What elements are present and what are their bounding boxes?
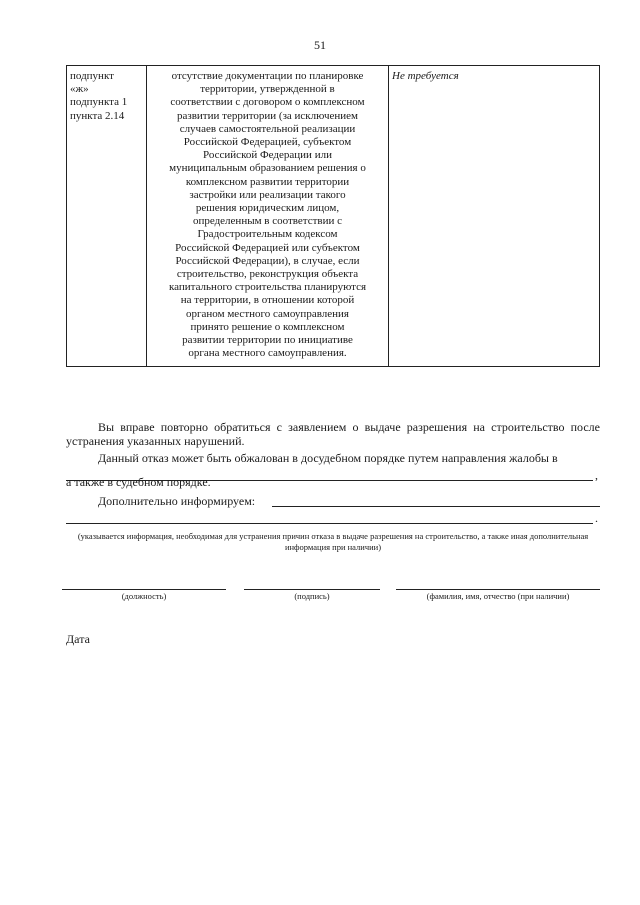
appeal-paragraph: Данный отказ может быть обжалован в досудебном порядке путем направления жалобы в xyxy=(98,451,558,465)
info-hint-caption: (указывается информация, необходимая для устранения причин отказа в выдаче разрешения на строительство, а также иная дополнительная информация при наличии) xyxy=(77,531,589,552)
signature-caption: (подпись) xyxy=(294,591,330,601)
date-label: Дата xyxy=(66,632,90,646)
additional-info-line[interactable] xyxy=(272,506,600,507)
position-line[interactable] xyxy=(62,589,226,590)
signature-line[interactable] xyxy=(244,589,380,590)
full-name-line[interactable] xyxy=(396,589,600,590)
refusal-reason-cell: отсутствие документации по планировке территории, утвержденной в соответствии с договором о комплексном развитии территории (за исключением случаев самостоятельной реализации Российской Федерацией, субъектом Российской Федерации или муниципальным образованием решения о комплексном развитии территории застройки или реализации такого решения юридическим лицом, определенным в соответствии с Градостроительным кодексом Российской Федерацией или субъектом Российской Федерации), в случае, если строительство, реконструкция объекта капитального строительства планируются на территории, в отношении которой органом местного самоуправления принято решение о комплексном развитии территории по инициативе органа местного самоуправления. xyxy=(147,66,389,367)
refusal-reasons-table xyxy=(66,65,600,367)
appeal-comma: , xyxy=(595,468,598,482)
additional-info-label: Дополнительно информируем: xyxy=(98,494,256,508)
info-period: . xyxy=(595,511,598,525)
full-name-caption: (фамилия, имя, отчество (при наличии) xyxy=(426,591,570,601)
legal-reference-cell: подпункт «ж» подпункта 1 пункта 2.14 xyxy=(67,66,147,367)
page-number: 51 xyxy=(314,38,326,52)
position-caption: (должность) xyxy=(121,591,167,601)
court-appeal-text: а также в судебном порядке. xyxy=(66,475,211,489)
repeat-application-paragraph: Вы вправе повторно обратиться с заявлением о выдаче разрешения на строительство после устранения указанных нарушений. xyxy=(66,420,600,448)
note-cell: Не требуется xyxy=(389,66,600,367)
table-row xyxy=(67,66,600,367)
additional-info-line-2[interactable] xyxy=(66,523,593,524)
